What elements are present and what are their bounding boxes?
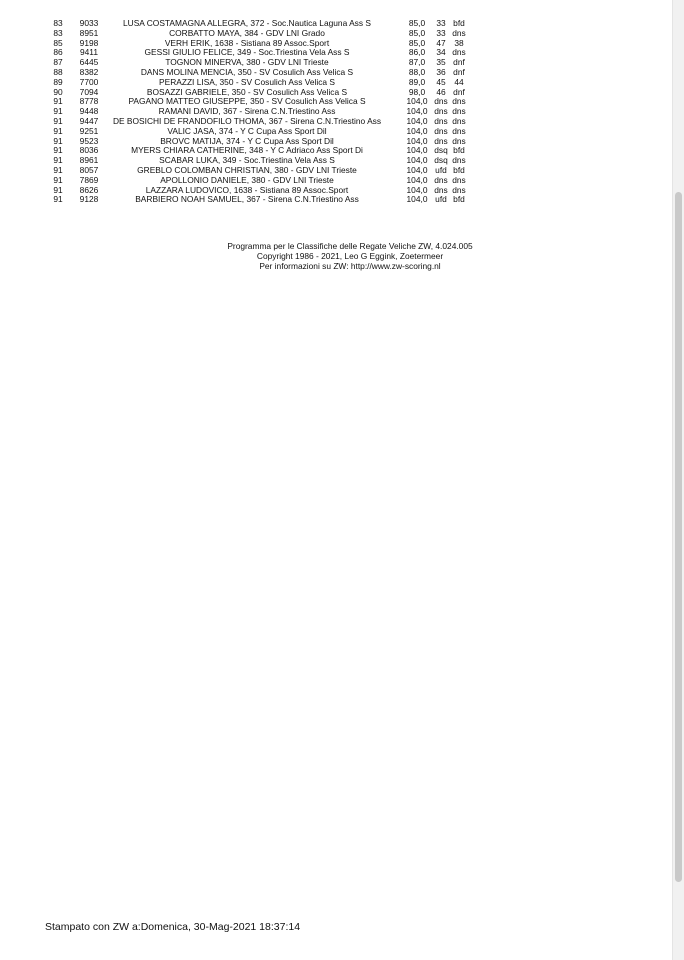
competitor-name-cell: RAMANI DAVID, 367 - Sirena C.N.Triestino Ass	[158, 106, 336, 117]
points-cell: 104,0	[406, 155, 428, 166]
competitor-name-cell: GESSI GIULIO FELICE, 349 - Soc.Triestina Vela Ass S	[144, 47, 350, 58]
competitor-name-cell: GREBLO COLOMBAN CHRISTIAN, 380 - GDV LNI Trieste	[137, 164, 357, 175]
race2-cell: dns	[452, 155, 466, 166]
competitor-name-cell: PAGANO MATTEO GIUSEPPE, 350 - SV Cosulich Ass Velica S	[128, 96, 366, 107]
race2-cell: dnf	[453, 86, 465, 97]
rank-cell: 91	[53, 135, 63, 146]
competitor-name-cell: DE BOSICHI DE FRANDOFILO THOMA, 367 - Sirena C.N.Triestino Ass	[112, 115, 382, 126]
race1-cell: dsq	[434, 145, 448, 156]
points-cell: 86,0	[408, 47, 426, 58]
rank-cell: 91	[53, 115, 63, 126]
sail-number-cell: 8778	[79, 96, 99, 107]
points-cell: 87,0	[408, 57, 426, 68]
results-table	[0, 19, 672, 205]
rank-cell: 91	[53, 194, 63, 205]
competitor-name-cell: DANS MOLINA MENCIA, 350 - SV Cosulich Ass Velica S	[140, 66, 354, 77]
points-cell: 104,0	[406, 115, 428, 126]
points-cell: 104,0	[406, 145, 428, 156]
scrollbar-thumb[interactable]	[675, 192, 682, 882]
race2-cell: 38	[454, 37, 464, 48]
sail-number-cell: 8626	[79, 184, 99, 195]
race1-cell: dns	[434, 135, 448, 146]
rank-cell: 86	[53, 47, 63, 58]
rank-cell: 91	[53, 174, 63, 185]
competitor-name-cell: APOLLONIO DANIELE, 380 - GDV LNI Trieste	[160, 174, 334, 185]
points-cell: 104,0	[406, 96, 428, 107]
program-footer	[150, 241, 550, 271]
race2-cell: dns	[452, 174, 466, 185]
race1-cell: dns	[434, 106, 448, 117]
race1-cell: dns	[434, 96, 448, 107]
competitor-name-cell: CORBATTO MAYA, 384 - GDV LNI Grado	[169, 27, 325, 38]
rank-cell: 91	[53, 106, 63, 117]
points-cell: 104,0	[406, 184, 428, 195]
race2-cell: dnf	[453, 66, 465, 77]
race1-cell: dns	[434, 174, 448, 185]
sail-number-cell: 8036	[79, 145, 99, 156]
competitor-name-cell: LAZZARA LUDOVICO, 1638 - Sistiana 89 Assoc.Sport	[145, 184, 349, 195]
race2-cell: bfd	[453, 194, 465, 205]
printed-timestamp: Stampato con ZW a:Domenica, 30-Mag-2021 18:37:14	[45, 921, 301, 933]
rank-cell: 91	[53, 184, 63, 195]
race2-cell: dns	[452, 135, 466, 146]
table-row	[0, 48, 672, 58]
race1-cell: 36	[436, 66, 446, 77]
rank-cell: 91	[53, 145, 63, 156]
points-cell: 104,0	[406, 125, 428, 136]
race1-cell: 47	[436, 37, 446, 48]
points-cell: 85,0	[408, 37, 426, 48]
competitor-name-cell: LUSA COSTAMAGNA ALLEGRA, 372 - Soc.Nautica Laguna Ass S	[123, 18, 371, 28]
competitor-name-cell: VERH ERIK, 1638 - Sistiana 89 Assoc.Sport	[164, 37, 330, 48]
points-cell: 98,0	[408, 86, 426, 97]
race1-cell: 35	[436, 57, 446, 68]
table-row	[0, 117, 672, 127]
race1-cell: 33	[436, 18, 446, 28]
points-cell: 104,0	[406, 106, 428, 117]
points-cell: 89,0	[408, 76, 426, 87]
sail-number-cell: 7094	[79, 86, 99, 97]
points-cell: 104,0	[406, 174, 428, 185]
table-row	[0, 68, 672, 78]
rank-cell: 91	[53, 155, 63, 166]
points-cell: 85,0	[408, 27, 426, 38]
race2-cell: dnf	[453, 57, 465, 68]
footer-copyright-line: Copyright 1986 - 2021, Leo G Eggink, Zoetermeer	[256, 251, 444, 261]
points-cell: 104,0	[406, 194, 428, 205]
competitor-name-cell: TOGNON MINERVA, 380 - GDV LNI Trieste	[165, 57, 329, 68]
race2-cell: dns	[452, 106, 466, 117]
table-row	[0, 29, 672, 39]
table-row	[0, 146, 672, 156]
race1-cell: 33	[436, 27, 446, 38]
race1-cell: 46	[436, 86, 446, 97]
rank-cell: 85	[53, 37, 63, 48]
rank-cell: 83	[53, 18, 63, 28]
table-row	[0, 195, 672, 205]
points-cell: 104,0	[406, 135, 428, 146]
table-row	[0, 127, 672, 137]
table-row	[0, 97, 672, 107]
sail-number-cell: 9411	[79, 47, 98, 58]
points-cell: 104,0	[406, 164, 428, 175]
table-row	[0, 166, 672, 176]
points-cell: 85,0	[408, 18, 426, 28]
table-row	[0, 19, 672, 29]
race1-cell: dsq	[434, 155, 448, 166]
race2-cell: dns	[452, 115, 466, 126]
race2-cell: dns	[452, 184, 466, 195]
sail-number-cell: 9251	[79, 125, 99, 136]
race2-cell: dns	[452, 125, 466, 136]
rank-cell: 91	[53, 164, 63, 175]
rank-cell: 88	[53, 66, 63, 77]
race1-cell: dns	[434, 115, 448, 126]
sail-number-cell: 9198	[79, 37, 99, 48]
points-cell: 88,0	[408, 66, 426, 77]
rank-cell: 91	[53, 125, 63, 136]
competitor-name-cell: BROVC MATIJA, 374 - Y C Cupa Ass Sport Dil	[160, 135, 334, 146]
sail-number-cell: 9128	[79, 194, 99, 205]
sail-number-cell: 9033	[79, 18, 99, 28]
rank-cell: 91	[53, 96, 63, 107]
rank-cell: 90	[53, 86, 63, 97]
race1-cell: ufd	[435, 194, 447, 205]
race2-cell: bfd	[453, 164, 465, 175]
competitor-name-cell: BARBIERO NOAH SAMUEL, 367 - Sirena C.N.Triestino Ass	[135, 194, 359, 205]
race1-cell: dns	[434, 125, 448, 136]
race1-cell: 34	[436, 47, 446, 58]
race2-cell: dns	[452, 96, 466, 107]
rank-cell: 87	[53, 57, 63, 68]
sail-number-cell: 8951	[79, 27, 99, 38]
sail-number-cell: 8961	[79, 155, 99, 166]
race1-cell: ufd	[435, 164, 447, 175]
sail-number-cell: 8382	[79, 66, 99, 77]
competitor-name-cell: PERAZZI LISA, 350 - SV Cosulich Ass Velica S	[159, 76, 335, 87]
race2-cell: bfd	[453, 18, 465, 28]
race1-cell: dns	[434, 184, 448, 195]
race1-cell: 45	[436, 76, 446, 87]
sail-number-cell: 8057	[79, 164, 99, 175]
sail-number-cell: 9447	[79, 115, 99, 126]
race2-cell: dns	[452, 47, 466, 58]
competitor-name-cell: MYERS CHIARA CATHERINE, 348 - Y C Adriaco Ass Sport Di	[131, 145, 363, 156]
sail-number-cell: 7700	[79, 76, 99, 87]
rank-cell: 89	[53, 76, 63, 87]
footer-info-line[interactable]: Per informazioni su ZW: http://www.zw-scoring.nl	[259, 261, 441, 271]
sail-number-cell: 9448	[79, 106, 99, 117]
race2-cell: bfd	[453, 145, 465, 156]
footer-program-line: Programma per le Classifiche delle Regate Veliche ZW, 4.024.005	[227, 241, 473, 251]
sail-number-cell: 9523	[79, 135, 99, 146]
sail-number-cell: 6445	[79, 57, 99, 68]
vertical-scrollbar[interactable]	[672, 0, 684, 960]
rank-cell: 83	[53, 27, 63, 38]
race2-cell: 44	[454, 76, 464, 87]
race2-cell: dns	[452, 27, 466, 38]
competitor-name-cell: SCABAR LUKA, 349 - Soc.Triestina Vela Ass S	[159, 155, 335, 166]
sail-number-cell: 7869	[79, 174, 99, 185]
competitor-name-cell: VALIC JASA, 374 - Y C Cupa Ass Sport Dil	[167, 125, 327, 136]
competitor-name-cell: BOSAZZI GABRIELE, 350 - SV Cosulich Ass Velica S	[146, 86, 348, 97]
